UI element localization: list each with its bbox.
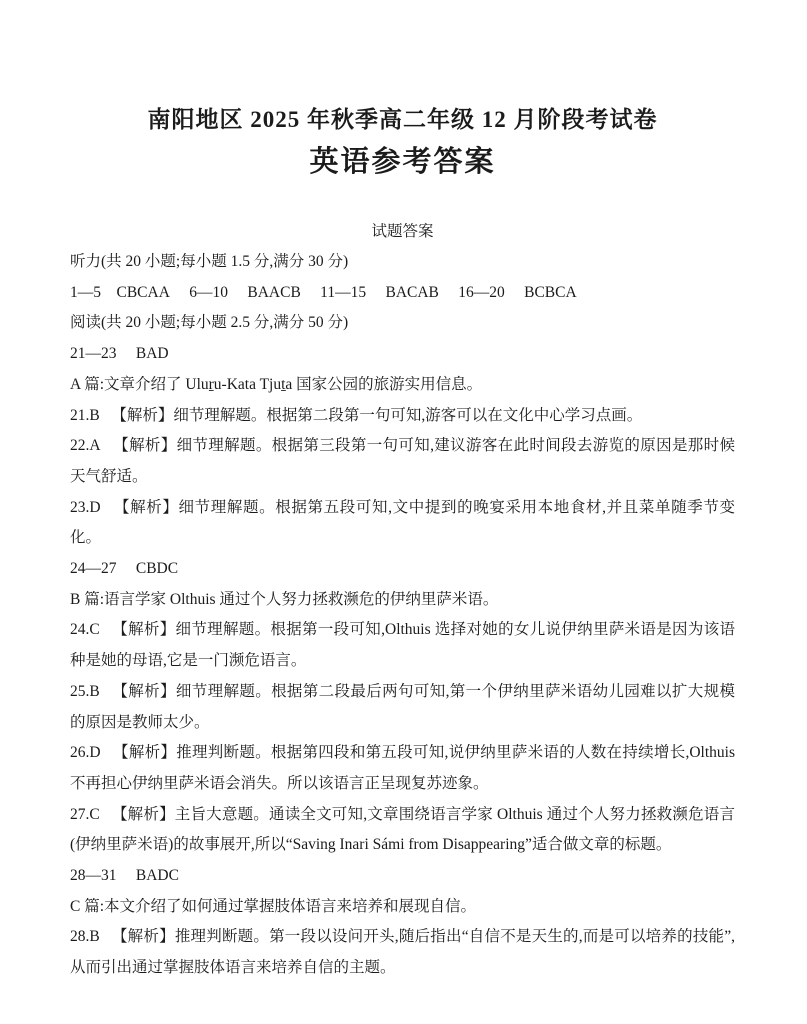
passage-a-summary: A 篇:文章介绍了 Uluṟu-Kata Tjuṯa 国家公园的旅游实用信息。 (70, 375, 483, 393)
explanation-21: 21.B 【解析】细节理解题。根据第二段第一句可知,游客可以在文化中心学习点画。 (70, 406, 643, 424)
document-title: 南阳地区 2025 年秋季高二年级 12 月阶段考试卷 (147, 107, 658, 132)
passage-c-summary: C 篇:本文介绍了如何通过掌握肢体语言来培养和展现自信。 (70, 897, 477, 915)
explanation-27: 27.C 【解析】主旨大意题。通读全文可知,文章围绕语言学家 Olthuis 通过个人努力拯救濒危语言(伊纳里萨米语)的故事展开,所以“Saving Inari Sámi from Disappearing”适合做文章的标题。 (70, 805, 735, 854)
listening-section-title: 听力(共 20 小题;每小题 1.5 分,满分 30 分) (70, 253, 349, 270)
explanation-22: 22.A 【解析】细节理解题。根据第三段第一句可知,建议游客在此时间段去游览的原因是那时候天气舒适。 (70, 437, 735, 485)
explanation-24: 24.C 【解析】细节理解题。根据第一段可知,Olthuis 选择对她的女儿说伊纳里萨米语是因为该语种是她的母语,它是一门濒危语言。 (70, 621, 735, 670)
explanation-25: 25.B 【解析】细节理解题。根据第二段最后两句可知,第一个伊纳里萨米语幼儿园难以扩大规模的原因是教师太少。 (70, 682, 735, 731)
answer-body (70, 247, 735, 984)
keys-21-23: 21—23 BAD (70, 345, 169, 363)
passage-b-summary: B 篇:语言学家 Olthuis 通过个人努力拯救濒危的伊纳里萨米语。 (70, 590, 499, 608)
keys-24-27: 24—27 CBDC (70, 560, 179, 578)
document-subtitle: 英语参考答案 (309, 146, 496, 178)
keys-28-31: 28—31 BADC (70, 867, 179, 885)
reading-section-title: 阅读(共 20 小题;每小题 2.5 分,满分 50 分) (70, 314, 349, 332)
explanation-28: 28.B 【解析】推理判断题。第一段以设问开头,随后指出“自信不是天生的,而是可以培养的技能”,从而引出通过掌握肢体语言来培养自信的主题。 (70, 928, 735, 977)
listening-answer-keys: 1—5 CBCAA 6—10 BAACB 11—15 BACAB 16—20 BCBCA (70, 283, 577, 301)
section-heading: 试题答案 (371, 223, 434, 240)
explanation-26: 26.D 【解析】推理判断题。根据第四段和第五段可知,说伊纳里萨米语的人数在持续增长,Olthuis 不再担心伊纳里萨米语会消失。所以该语言正呈现复苏迹象。 (70, 744, 735, 792)
explanation-23: 23.D 【解析】细节理解题。根据第五段可知,文中提到的晚宴采用本地食材,并且菜单随季节变化。 (70, 498, 735, 547)
